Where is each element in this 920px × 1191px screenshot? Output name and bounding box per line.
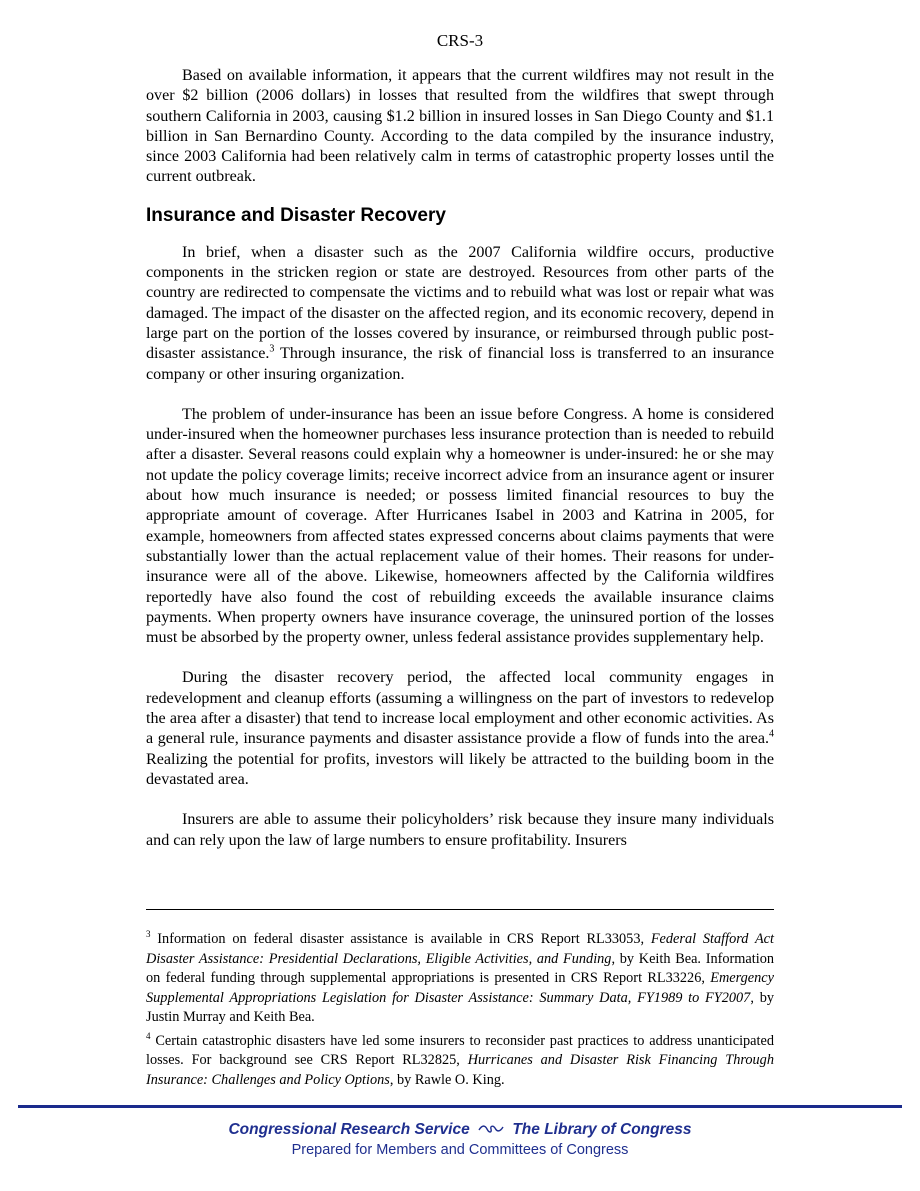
footnote-text: , by Justin Murray and Keith Bea. — [146, 989, 774, 1025]
ornament-icon — [478, 1120, 504, 1140]
paragraph-text: During the disaster recovery period, the affected local community engages in redevelopment and cleanup efforts (assuming a willingness on the part of investors to redevelop the area after a disaster) that tend to increase local employment and other economic activities. As a general rule, insurance payments and disaster assistance provide a flow of funds into the area. — [146, 669, 774, 748]
footnote-ref-4[interactable]: 4 — [769, 728, 774, 740]
paragraph-recovery-period — [146, 668, 774, 790]
paragraph-wildfire-losses: Based on available information, it appears that the current wildfires may not result in the over $2 billion (2006 dollars) in losses that resulted from the wildfires that swept through southern California in 2003, causing $1.2 billion in insured losses in San Diego County and $1.1 billion in San Bernardino County. According to the data compiled by the insurance industry, since 2003 California had been relatively calm in terms of catastrophic property losses until the current outbreak. — [146, 67, 774, 186]
paragraph-text: Realizing the potential for profits, investors will likely be attracted to the building boom in the devastated area. — [146, 750, 774, 788]
paragraph-text: In brief, when a disaster such as the 2007 California wildfire occurs, productive components in the stricken region or state are destroyed. Resources from other parts of the country are redirected to compensate the victims and to rebuild what was lost or repair what was damaged. The impact of the disaster on the affected region, and its economic recovery, depend in large part on the portion of the losses covered by insurance, or reimbursed through public post-disaster assistance. — [146, 243, 774, 363]
footer-rule — [18, 1105, 902, 1108]
footer — [0, 1120, 920, 1160]
footer-loc: The Library of Congress — [512, 1121, 692, 1139]
document-body — [146, 66, 774, 851]
report-title: Emergency Supplemental Appropriations Legislation for Disaster Assistance: Summary Data, FY1989 to FY2007 — [146, 970, 774, 1006]
footer-title — [0, 1120, 920, 1140]
footnote-text: Information on federal disaster assistance is available in CRS Report RL33053, — [150, 931, 651, 947]
footnote-3 — [146, 930, 774, 1028]
footnote-marker: 3 — [146, 929, 151, 940]
footer-crs: Congressional Research Service — [228, 1121, 470, 1139]
footnote-text: Certain catastrophic disasters have led some insurers to reconsider past practices to address unanticipated losses. For background see CRS Report RL32825, — [146, 1032, 774, 1068]
footnote-text: , by Rawle O. King. — [389, 1071, 505, 1088]
footnote-marker: 4 — [146, 1030, 151, 1041]
footnote-divider — [146, 909, 774, 910]
paragraph-disaster-recovery — [146, 243, 774, 385]
section-heading: Insurance and Disaster Recovery — [146, 204, 446, 226]
footnote-4 — [146, 1032, 774, 1091]
footer-subtitle: Prepared for Members and Committees of Congress — [291, 1142, 629, 1159]
paragraph-under-insurance: The problem of under-insurance has been an issue before Congress. A home is considered under-insured when the homeowner purchases less insurance protection than is needed to rebuild after a disaster. Several reasons could explain why a homeowner is under-insured: he or she may not update the policy coverage limits; receive incorrect advice from an insurance agent or insurer about how much insurance is needed; or possess limited financial resources to buy the appropriate amount of coverage. After Hurricanes Isabel in 2003 and Katrina in 2005, for example, homeowners from affected states expressed concerns about claims payments that were substantially lower than the actual replacement value of their homes. Their reasons for under-insurance were all of the above. Likewise, homeowners affected by the California wildfires reportedly have also found the cost of rebuilding exceeds the available insurance claims payments. When property owners have insurance coverage, the uninsured portion of the losses must be absorbed by the property owner, unless federal assistance provides supplementary help. — [146, 405, 774, 647]
report-title: Hurricanes and Disaster Risk Financing Through Insurance: Challenges and Policy Options — [146, 1052, 774, 1088]
page-number: CRS-3 — [436, 31, 484, 50]
footnote-ref-3[interactable]: 3 — [269, 343, 275, 355]
report-title: Federal Stafford Act Disaster Assistance: Presidential Declarations, Eligible Activities, and Funding — [146, 931, 774, 967]
footnote-text: , by Keith Bea. Information on federal funding through supplemental appropriations is presented in CRS Report RL33226, — [146, 950, 774, 986]
paragraph-text: Through insurance, the risk of financial loss is transferred to an insurance company or other insuring organization. — [146, 345, 774, 383]
paragraph-insurers-risk: Insurers are able to assume their policyholders’ risk because they insure many individuals and can rely upon the law of large numbers to ensure profitability. Insurers — [146, 811, 774, 849]
footnotes — [146, 930, 774, 1090]
